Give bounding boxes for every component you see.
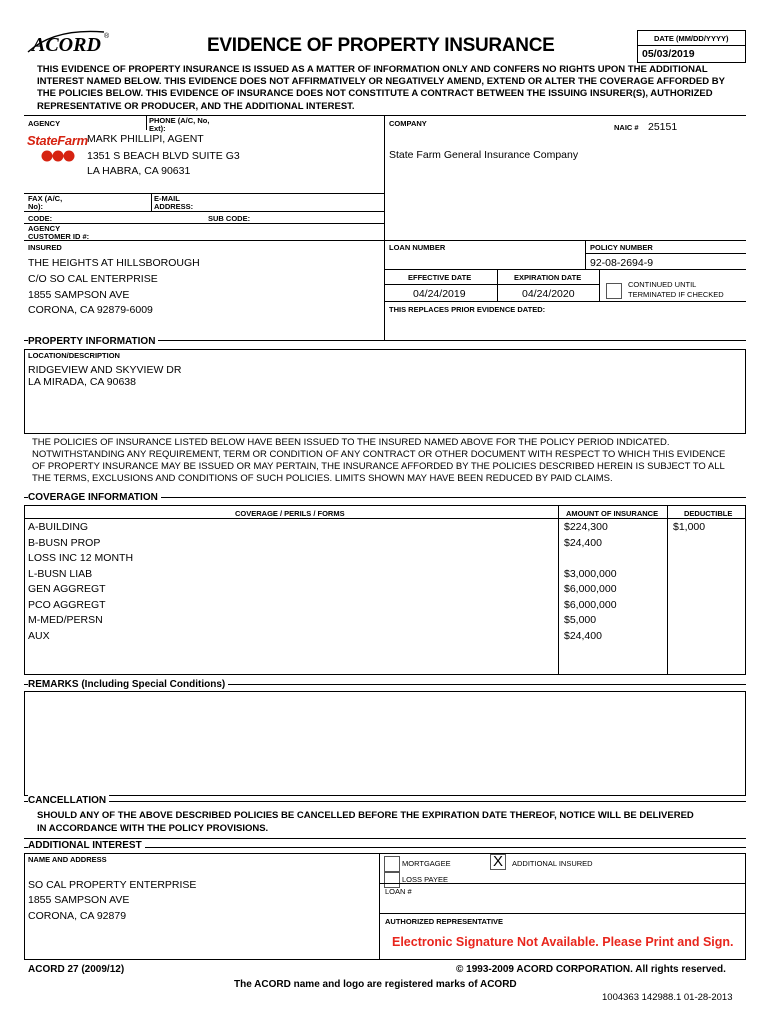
effective-date-label: EFFECTIVE DATE (408, 273, 472, 282)
interest-line: SO CAL PROPERTY ENTERPRISE (28, 879, 197, 891)
coverage-row-amount: $6,000,000 (564, 599, 617, 611)
coverage-row-amount: $3,000,000 (564, 568, 617, 580)
location-line2: LA MIRADA, CA 90638 (28, 376, 136, 388)
subcode-label: SUB CODE: (208, 214, 251, 223)
phone-label: PHONE (A/C, No, Ext): (149, 116, 210, 133)
policies-statement: THE POLICIES OF INSURANCE LISTED BELOW HAVE BEEN ISSUED TO THE INSURED NAMED ABOVE FOR THE POLICY PERIOD INDICATED. NOTWITHSTANDING ANY REQUIREMENT, TERM OR CONDITION OF ANY CONTRACT OR OTHER DOCUMENT WITH RESPECT TO WHICH THIS EVIDENCE OF PROPERTY INSURANCE MAY BE ISSUED OR MAY PERTAIN, THE INSURANCE AFFORDED BY THE POLICIES DESCRIBED HEREIN IS SUBJECT TO ALL THE TERMS, EXCLUSIONS AND CONDITIONS OF SUCH POLICIES. LIMITS SHOWN MAY HAVE BEEN REDUCED BY PAID CLAIMS. (32, 437, 726, 484)
cancellation-text: SHOULD ANY OF THE ABOVE DESCRIBED POLICIES BE CANCELLED BEFORE THE EXPIRATION DATE THEREOF, NOTICE WILL BE DELIVERED IN ACCORDANCE WITH THE POLICY PROVISIONS. (37, 810, 694, 834)
document-code: 1004363 142988.1 01-28-2013 (602, 992, 733, 1003)
form-id: ACORD 27 (2009/12) (28, 964, 125, 975)
policy-number: 92-08-2694-9 (590, 257, 654, 269)
location-box (24, 349, 746, 434)
mortgagee-checkbox[interactable] (384, 856, 400, 872)
form-title: EVIDENCE OF PROPERTY INSURANCE (207, 35, 555, 56)
coverage-row-amount: $224,300 (564, 521, 608, 533)
remarks-section-title: REMARKS (Including Special Conditions) (28, 679, 228, 690)
agency-address2: LA HABRA, CA 90631 (87, 165, 191, 177)
coverage-row-name: M-MED/PERSN (28, 614, 103, 626)
naic-value: 25151 (648, 121, 678, 133)
expiration-date-label: EXPIRATION DATE (514, 273, 582, 282)
copyright: © 1993-2009 ACORD CORPORATION. All rights reserved. (456, 964, 726, 975)
insured-line: CORONA, CA 92879-6009 (28, 304, 153, 316)
company-name: State Farm General Insurance Company (389, 149, 579, 161)
svg-text:®: ® (104, 33, 110, 40)
cancellation-section-title: CANCELLATION (28, 795, 109, 806)
date-value[interactable]: 05/03/2019 (642, 48, 695, 60)
insured-line: THE HEIGHTS AT HILLSBOROUGH (28, 257, 200, 269)
date-label: DATE (MM/DD/YYYY) (654, 34, 729, 43)
coverage-row-name: LOSS INC 12 MONTH (28, 552, 134, 564)
insured-line: 1855 SAMPSON AVE (28, 289, 130, 301)
property-section-title: PROPERTY INFORMATION (28, 336, 158, 347)
effective-date: 04/24/2019 (413, 288, 466, 300)
agency-address1: 1351 S BEACH BLVD SUITE G3 (87, 150, 240, 162)
naic-label: NAIC # (614, 123, 639, 132)
location-label: LOCATION/DESCRIPTION (28, 351, 120, 360)
additional-interest-title: ADDITIONAL INTEREST (28, 840, 145, 851)
coverage-table (24, 505, 746, 675)
col-coverage: COVERAGE / PERILS / FORMS (235, 509, 345, 518)
agency-label: AGENCY (28, 119, 61, 128)
coverage-row-amount: $5,000 (564, 614, 597, 626)
signature-note: Electronic Signature Not Available. Please Print and Sign. (392, 935, 734, 949)
company-label: COMPANY (389, 119, 427, 128)
registered-marks: The ACORD name and logo are registered marks of ACORD (234, 979, 517, 990)
interest-line: CORONA, CA 92879 (28, 910, 127, 922)
coverage-row-deductible: $1,000 (673, 521, 706, 533)
coverage-row-name: GEN AGGREGT (28, 583, 106, 595)
coverage-row-name: L-BUSN LIAB (28, 568, 93, 580)
statefarm-emblem-icon (41, 147, 75, 170)
additional-insured-label: ADDITIONAL INSURED (512, 859, 593, 868)
coverage-row-amount: $6,000,000 (564, 583, 617, 595)
additional-insured-checkbox[interactable]: X (490, 854, 506, 870)
loss-payee-checkbox[interactable] (384, 872, 400, 888)
coverage-row-amount: $24,400 (564, 630, 602, 642)
agency-name: MARK PHILLIPI, AGENT (87, 133, 204, 145)
name-address-label: NAME AND ADDRESS (28, 855, 107, 864)
loss-payee-label: LOSS PAYEE (402, 875, 448, 884)
coverage-row-name: A-BUILDING (28, 521, 89, 533)
mortgagee-label: MORTGAGEE (402, 859, 451, 868)
col-amount: AMOUNT OF INSURANCE (566, 509, 659, 518)
acord-logo (24, 26, 114, 58)
coverage-row-amount: $24,400 (564, 537, 602, 549)
expiration-date: 04/24/2020 (522, 288, 575, 300)
customer-id-label: AGENCY CUSTOMER ID #: (28, 224, 90, 241)
interest-line: 1855 SAMPSON AVE (28, 894, 130, 906)
acord-logo-text: ACORD (32, 34, 101, 56)
coverage-row-name: B-BUSN PROP (28, 537, 101, 549)
policy-number-label: POLICY NUMBER (590, 243, 653, 252)
col-deductible: DEDUCTIBLE (684, 509, 733, 518)
disclaimer-text: THIS EVIDENCE OF PROPERTY INSURANCE IS ISSUED AS A MATTER OF INFORMATION ONLY AND CONFERS NO RIGHTS UPON THE ADDITIONAL INTEREST NAMED BELOW. THIS EVIDENCE DOES NOT AFFIRMATIVELY OR NEGATIVELY AMEND, EXTEND OR ALTER THE COVERAGE AFFORDED BY THE POLICIES BELOW. THIS EVIDENCE OF INSURANCE DOES NOT CONSTITUTE A CONTRACT BETWEEN THE ISSUING INSURER(S), AUTHORIZED REPRESENTATIVE OR PRODUCER, AND THE ADDITIONAL INTEREST. (37, 64, 725, 112)
location-line1: RIDGEVIEW AND SKYVIEW DR (28, 364, 182, 376)
fax-label: FAX (A/C, No): (28, 194, 63, 211)
insured-label: INSURED (28, 243, 62, 252)
coverage-row-name: AUX (28, 630, 50, 642)
continued-checkbox[interactable] (606, 283, 622, 299)
code-label: CODE: (28, 214, 53, 223)
insured-line: C/O SO CAL ENTERPRISE (28, 273, 158, 285)
statefarm-logo: StateFarm (27, 133, 88, 148)
loan-label: LOAN # (385, 887, 412, 896)
continued-label-2: TERMINATED IF CHECKED (628, 290, 724, 299)
coverage-section-title: COVERAGE INFORMATION (28, 492, 161, 503)
remarks-box[interactable] (24, 691, 746, 796)
continued-label: CONTINUED UNTIL (628, 280, 697, 289)
replaces-label: THIS REPLACES PRIOR EVIDENCE DATED: (389, 305, 546, 314)
auth-rep-label: AUTHORIZED REPRESENTATIVE (385, 917, 504, 926)
email-label: E-MAIL ADDRESS: (154, 194, 194, 211)
coverage-row-name: PCO AGGREGT (28, 599, 106, 611)
loan-number-label: LOAN NUMBER (389, 243, 446, 252)
